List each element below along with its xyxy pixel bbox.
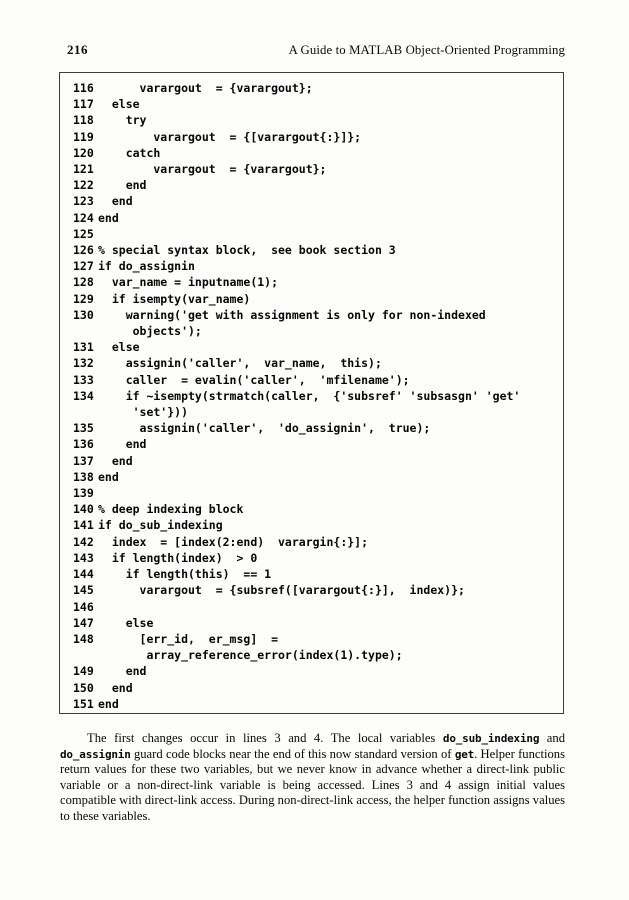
code-line: [60, 226, 563, 242]
line-number: 120: [73, 145, 94, 160]
line-number: 117: [73, 97, 94, 112]
line-number: 118: [73, 113, 94, 128]
code-text: if length(index) > 0: [98, 550, 258, 565]
line-number: 134: [73, 388, 94, 403]
line-number: [73, 404, 98, 420]
line-number: 128: [73, 275, 94, 290]
code-text: % special syntax block, see book section 3: [98, 243, 396, 258]
code-line: [60, 436, 563, 452]
code-text: caller = evalin('caller', 'mfilename');: [98, 372, 410, 387]
code-text: end: [98, 437, 147, 452]
code-line: [60, 420, 563, 436]
code-text: end: [98, 680, 133, 695]
code-line: [60, 647, 563, 663]
inline-code-word: get: [454, 747, 475, 761]
running-title: A Guide to MATLAB Object-Oriented Programming: [288, 43, 565, 57]
line-number: 147: [73, 615, 94, 630]
page-number: 216: [67, 42, 88, 57]
code-line: [60, 582, 563, 598]
code-line: [60, 307, 563, 323]
inline-code-word: do_assignin: [60, 747, 131, 761]
line-number: 143: [73, 550, 94, 565]
code-text: catch: [98, 145, 161, 160]
line-number: 135: [73, 421, 94, 436]
line-number: 132: [73, 356, 94, 371]
code-line: [60, 193, 563, 209]
line-number: 150: [73, 680, 94, 695]
line-number: 149: [73, 664, 94, 679]
code-line: [60, 112, 563, 128]
code-text: if isempty(var_name): [98, 291, 251, 306]
paragraph-text: . Helper functions return values for these two variables, but we never know in advance whether a direct-link public variable or a non-direct-link variable is being accessed. Lines 3 and 4 assign initial values compatible with direct-link access. During non-direct-link access, the helper function assigns values to these variables.: [60, 746, 565, 823]
code-line: [60, 161, 563, 177]
code-line: [60, 80, 563, 96]
line-number: 140: [73, 502, 94, 517]
code-text: varargout = {varargout};: [98, 162, 327, 177]
paragraph-text: guard code blocks near the end of this now standard version of: [130, 746, 455, 761]
code-text: [98, 226, 105, 242]
line-number: 136: [73, 437, 94, 452]
code-line: [60, 469, 563, 485]
line-number: 127: [73, 259, 94, 274]
line-number: 126: [73, 243, 94, 258]
line-number: 141: [73, 518, 94, 533]
inline-code-word: do_sub_indexing: [442, 732, 540, 745]
code-text: assignin('caller', 'do_assignin', true);: [98, 421, 431, 436]
code-text: end: [98, 469, 119, 484]
code-line: [60, 242, 563, 258]
line-number: 116: [73, 81, 94, 95]
page-header: [67, 42, 565, 58]
line-number: 123: [73, 194, 94, 209]
line-number: 122: [73, 178, 94, 193]
line-number: 146: [73, 599, 94, 614]
code-text: end: [98, 178, 147, 193]
line-number: 124: [73, 210, 94, 225]
code-line: [60, 404, 563, 420]
code-line: [60, 177, 563, 193]
code-line: [60, 680, 563, 696]
code-text: index = [index(2:end) varargin{:}];: [98, 534, 369, 549]
line-number: 129: [73, 291, 94, 306]
code-line: [60, 96, 563, 112]
code-text: % deep indexing block: [98, 502, 244, 517]
line-number: 119: [73, 129, 94, 144]
code-line: [60, 599, 563, 615]
line-number: 145: [73, 583, 94, 598]
code-text: 'set'})): [98, 405, 189, 420]
code-text: if do_assignin: [98, 259, 195, 274]
code-line: [60, 517, 563, 533]
code-text: var_name = inputname(1);: [98, 275, 279, 290]
code-line: [60, 501, 563, 517]
code-text: end: [98, 453, 133, 468]
code-text: if length(this) == 1: [98, 567, 272, 582]
code-line: [60, 566, 563, 582]
code-text: else: [98, 340, 140, 355]
line-number: 151: [73, 696, 94, 711]
line-number: 148: [73, 631, 94, 646]
line-number: [73, 647, 98, 663]
line-number: 131: [73, 340, 94, 355]
code-line: [60, 615, 563, 631]
code-line: [60, 453, 563, 469]
code-line: [60, 355, 563, 371]
code-line: [60, 485, 563, 501]
code-text: end: [98, 194, 133, 209]
line-number: 138: [73, 469, 94, 484]
code-line: [60, 550, 563, 566]
line-number: 137: [73, 453, 94, 468]
line-number: 121: [73, 162, 94, 177]
code-line: [60, 663, 563, 679]
code-line: [60, 631, 563, 647]
code-text: varargout = {[varargout{:}]};: [98, 129, 362, 144]
code-text: array_reference_error(index(1).type);: [98, 648, 403, 663]
paragraph-text: The first changes occur in lines 3 and 4. The local variables: [87, 731, 443, 745]
code-text: [98, 599, 105, 615]
code-line: [60, 258, 563, 274]
code-text: else: [98, 615, 154, 630]
code-text: try: [98, 113, 147, 128]
paragraph-text: and: [539, 731, 565, 745]
line-number: 142: [73, 534, 94, 549]
code-listing-box: [59, 72, 564, 714]
code-text: [err_id, er_msg] =: [98, 631, 279, 646]
code-text: objects');: [98, 324, 202, 339]
code-text: if ~isempty(strmatch(caller, {'subsref' 'subsasgn' 'get': [98, 388, 521, 403]
code-text: varargout = {varargout};: [98, 81, 313, 95]
line-number: [73, 323, 98, 339]
line-number: 125: [73, 226, 94, 241]
code-text: end: [98, 664, 147, 679]
line-number: 144: [73, 567, 94, 582]
code-line: [60, 696, 563, 712]
code-line: [60, 372, 563, 388]
code-line: [60, 274, 563, 290]
code-text: end: [98, 210, 119, 225]
body-paragraph: [60, 731, 565, 825]
code-text: end: [98, 696, 119, 711]
code-line: [60, 291, 563, 307]
code-text: else: [98, 97, 140, 112]
code-line: [60, 210, 563, 226]
line-number: 130: [73, 307, 94, 322]
code-line: [60, 129, 563, 145]
code-line: [60, 323, 563, 339]
code-text: assignin('caller', var_name, this);: [98, 356, 382, 371]
code-line: [60, 534, 563, 550]
code-text: varargout = {subsref([varargout{:}], index)};: [98, 583, 465, 598]
code-text: if do_sub_indexing: [98, 518, 223, 533]
line-number: 139: [73, 486, 94, 501]
code-text: warning('get with assignment is only for non-indexed: [98, 307, 486, 322]
line-number: 133: [73, 372, 94, 387]
code-text: [98, 485, 105, 501]
code-line: [60, 145, 563, 161]
code-line: [60, 339, 563, 355]
code-line: [60, 388, 563, 404]
